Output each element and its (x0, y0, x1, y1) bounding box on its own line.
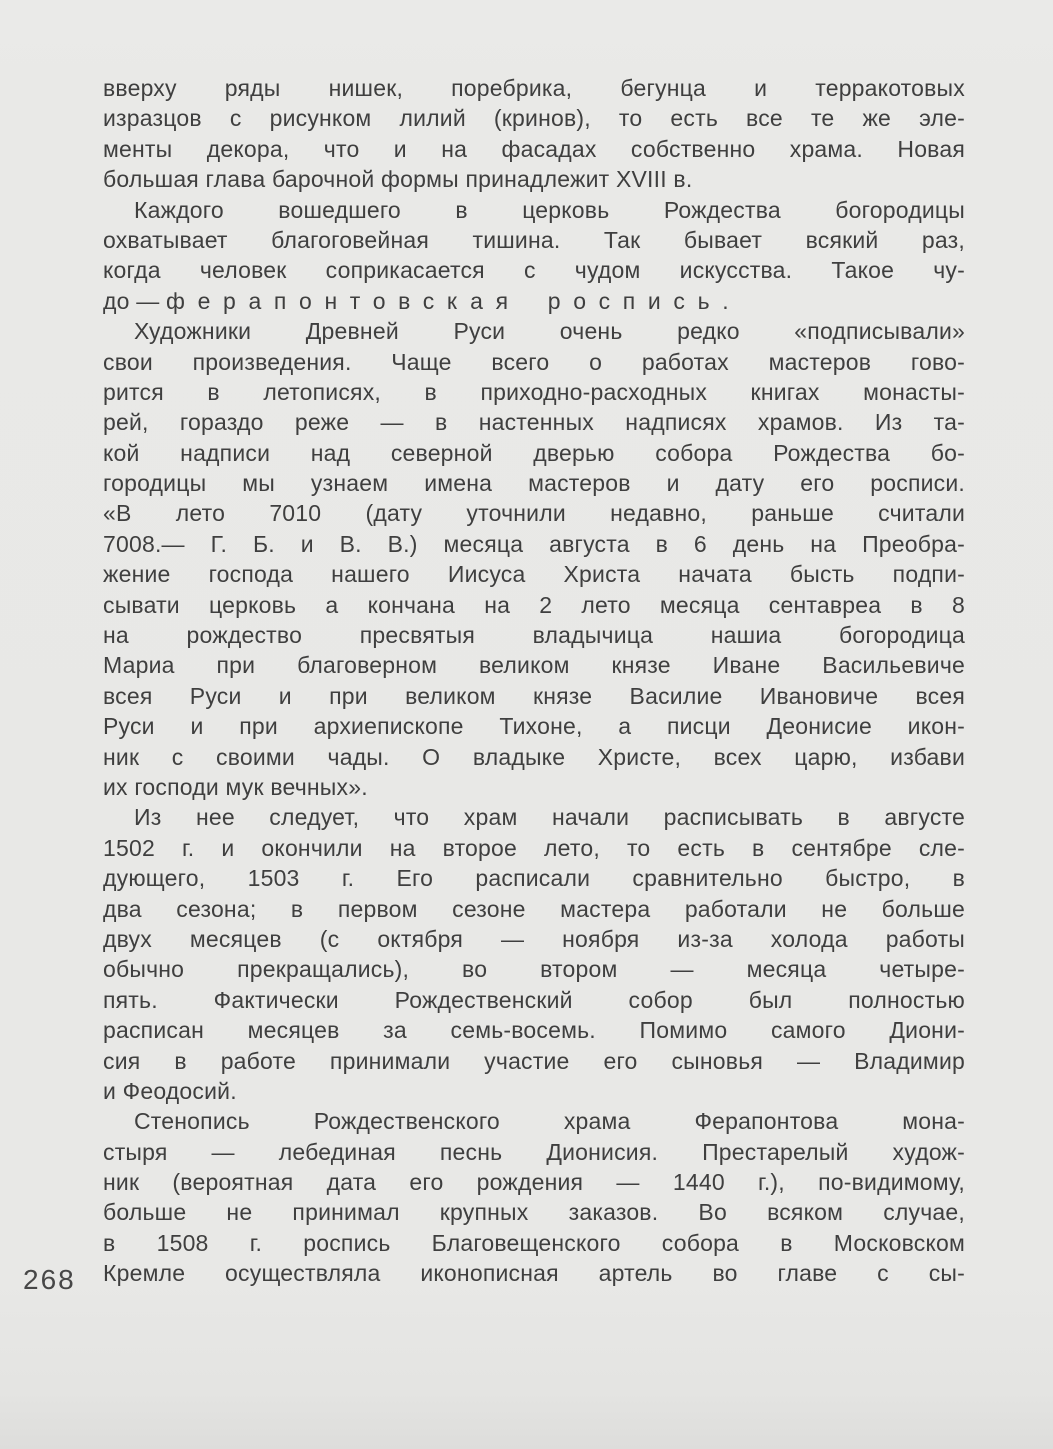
text-line: на рождество пресвятыя владычица нашиа богородица (103, 622, 965, 649)
text-line: обычно прекращались), во втором — месяца четыре- (103, 956, 965, 983)
text-line: Художники Древней Руси очень редко «подписывали» (134, 318, 965, 345)
text-line: рится в летописях, в приходно-расходных книгах монасты- (103, 378, 965, 405)
text-line: дующего, 1503 г. Его расписали сравнительно быстро, в (103, 865, 965, 892)
page-text (103, 73, 965, 1289)
paragraph (103, 1106, 965, 1288)
text-line (103, 286, 965, 316)
text-line: Стенопись Рождественского храма Ферапонтова мона- (134, 1108, 965, 1135)
text-line: когда человек соприкасается с чудом искусства. Такое чу- (103, 257, 965, 284)
text-line: Мариа при благоверном великом князе Иване Васильевиче (103, 652, 965, 679)
text-line: большая глава барочной формы принадлежит XVIII в. (103, 166, 693, 193)
text-line: сывати церковь а кончана на 2 лето месяца сентавреа в 8 (103, 591, 965, 618)
text-line: их господи мук вечных». (103, 773, 368, 800)
text-line: жение господа нашего Иисуса Христа начата бысть подпи- (103, 561, 965, 588)
text-line-prefix: до — (103, 287, 166, 314)
text-line: кой надписи над северной дверью собора Рождества бо- (103, 439, 965, 466)
text-line: Каждого вошедшего в церковь Рождества богородицы (134, 196, 965, 223)
paragraph (103, 802, 965, 1106)
text-line: «В лето 7010 (дату уточнили недавно, раньше считали (103, 500, 965, 527)
text-line: городицы мы узнаем имена мастеров и дату его росписи. (103, 470, 965, 497)
text-line: больше не принимал крупных заказов. Во всяком случае, (103, 1199, 965, 1226)
text-line: два сезона; в первом сезоне мастера работали не больше (103, 895, 965, 922)
text-line: и Феодосий. (103, 1077, 237, 1104)
text-line: 1502 г. и окончили на второе лето, то есть в сентябре сле- (103, 834, 965, 861)
text-line: сия в работе принимали участие его сыновья — Владимир (103, 1047, 965, 1074)
paragraph (103, 73, 965, 195)
text-line: двух месяцев (с октября — ноября из-за холода работы (103, 925, 965, 952)
text-line: всея Руси и при великом князе Василие Ивановиче всея (103, 682, 965, 709)
text-line: ник (вероятная дата его рождения — 1440 г.), по-видимому, (103, 1169, 965, 1196)
text-line: изразцов с рисунком лилий (кринов), то есть все те же эле- (103, 105, 965, 132)
text-line: свои произведения. Чаще всего о работах мастеров гово- (103, 348, 965, 375)
text-line: стыря — лебединая песнь Дионисия. Престарелый худож- (103, 1138, 965, 1165)
paragraph (103, 195, 965, 317)
page-number: 268 (23, 1264, 76, 1295)
paragraph (103, 316, 965, 802)
text-line: охватывает благоговейная тишина. Так бывает всякий раз, (103, 226, 965, 253)
text-line: менты декора, что и на фасадах собственно храма. Новая (103, 135, 965, 162)
spaced-emphasis-text: ферапонтовская роспись. (166, 287, 742, 314)
text-line: пять. Фактически Рождественский собор был полностью (103, 986, 965, 1013)
text-line: рей, гораздо реже — в настенных надписях храмов. Из та- (103, 409, 965, 436)
text-line: расписан месяцев за семь-восемь. Помимо самого Диони- (103, 1017, 965, 1044)
text-line: Руси и при архиепископе Тихоне, а писци Деонисие икон- (103, 713, 965, 740)
text-line: Кремле осуществляла иконописная артель во главе с сы- (103, 1260, 965, 1287)
text-line: 7008.— Г. Б. и В. В.) месяца августа в 6 день на Преобра- (103, 530, 965, 557)
text-line: Из нее следует, что храм начали расписывать в августе (134, 804, 965, 831)
text-line: ник с своими чады. О владыке Христе, всех царю, избави (103, 743, 965, 770)
text-line: в 1508 г. роспись Благовещенского собора в Московском (103, 1229, 965, 1256)
text-line: вверху ряды нишек, поребрика, бегунца и терракотовых (103, 75, 965, 101)
